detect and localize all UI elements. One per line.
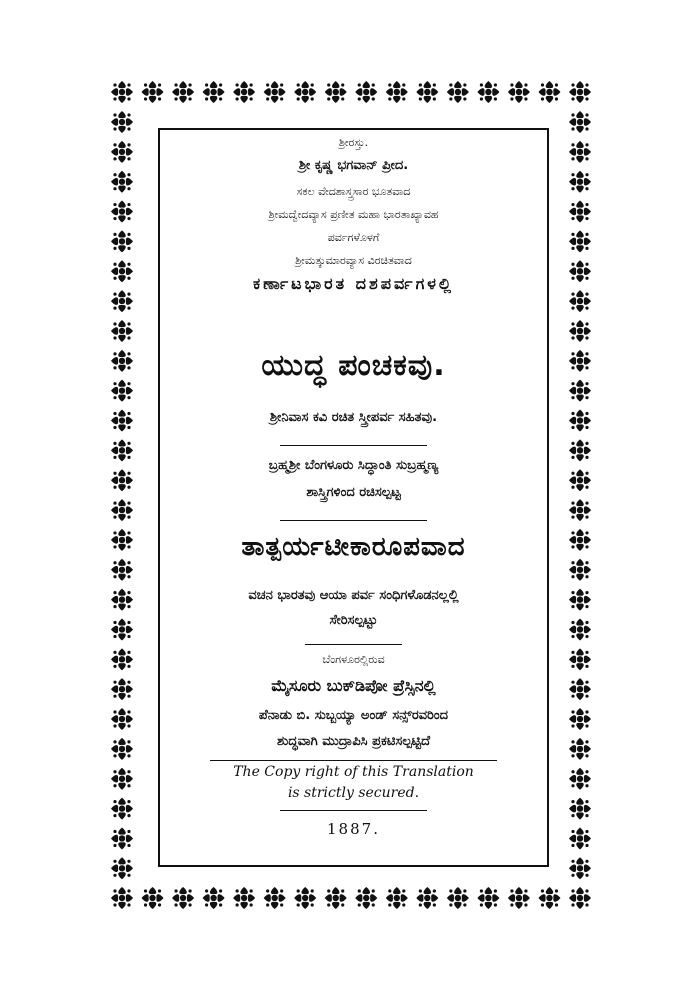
border-ornament-icon [508,81,530,103]
border-ornament-icon [111,171,133,193]
border-ornament-icon [294,887,316,909]
border-ornament-icon [111,857,133,879]
border-ornament-icon [264,887,286,909]
text-line-11: ಶಾಸ್ತ್ರಿಗಳಿಂದ ರಚಿಸಲ್ಪಟ್ಟ [306,485,401,500]
border-ornament-icon [111,410,133,432]
border-ornament-icon [569,708,591,730]
border-ornament-icon [569,529,591,551]
text-line-4: ಶ್ರೀಮದ್ವೇದವ್ಯಾಸ ಪ್ರಣೀತ ಮಹಾ ಭಾರತಾಖ್ಯಾವಹ [268,208,439,221]
text-line-9: ಶ್ರೀನಿವಾಸ ಕವಿ ರಚಿತ ಸ್ತ್ರೀಪರ್ವ ಸಹಿತವು. [269,410,438,425]
border-ornament-icon [569,171,591,193]
border-ornament-icon [569,380,591,402]
border-ornament-icon [172,887,194,909]
text-line-15: ಬೆಂಗಳೂರಲ್ಲಿರುವ [322,653,385,666]
border-ornament-icon [111,469,133,491]
border-ornament-icon [111,439,133,461]
border-ornament-icon [325,887,347,909]
text-line-6: ಶ್ರೀಮತ್ಕುಮಾರವ್ಯಾಸ ವಿರಚಿತವಾದ [295,254,412,267]
border-ornament-icon [386,81,408,103]
border-ornament-icon [416,887,438,909]
border-ornament-icon [233,81,255,103]
border-ornament-icon [569,81,591,103]
border-ornament-icon [203,887,225,909]
text-line-7: ಕರ್ಣಾಟಭಾರತ ದಶಪರ್ವಗಳಲ್ಲಿ [252,274,455,293]
border-ornament-icon [203,81,225,103]
border-ornament-icon [111,260,133,282]
border-ornament-icon [477,887,499,909]
border-ornament-icon [569,230,591,252]
text-line-10: ಬ್ರಹ್ಮಶ್ರೀ ಬೆಂಗಳೂರು ಸಿದ್ಧಾಂತಿ ಸುಬ್ರಹ್ಮಣ್ಯ [268,458,439,473]
border-ornament-icon [447,81,469,103]
border-ornament-icon [569,260,591,282]
border-ornament-icon [111,201,133,223]
border-ornament-icon [111,708,133,730]
border-ornament-icon [416,81,438,103]
border-ornament-icon [569,350,591,372]
border-ornament-icon [569,768,591,790]
border-ornament-icon [111,678,133,700]
border-ornament-icon [111,887,133,909]
border-ornament-icon [111,499,133,521]
border-ornament-icon [569,857,591,879]
border-ornament-icon [569,648,591,670]
border-ornament-icon [111,81,133,103]
text-line-16: ಮೈಸೂರು ಬುಕ್‌ಡಿಪೋ ಪ್ರೆಸ್ಸಿನಲ್ಲಿ [271,676,436,695]
border-ornament-icon [569,887,591,909]
border-ornament-icon [569,410,591,432]
border-ornament-icon [386,887,408,909]
border-ornament-icon [569,589,591,611]
border-ornament-icon [111,648,133,670]
border-ornament-icon [111,380,133,402]
divider [210,760,497,761]
divider [280,520,427,521]
border-ornament-icon [111,559,133,581]
publication-year: 1887. [327,820,380,838]
border-ornament-icon [569,111,591,133]
border-ornament-icon [111,111,133,133]
border-ornament-icon [569,678,591,700]
border-ornament-icon [111,290,133,312]
border-ornament-icon [172,81,194,103]
border-ornament-icon [325,81,347,103]
title-panel [158,128,549,867]
border-ornament-icon [569,141,591,163]
border-ornament-icon [569,499,591,521]
border-ornament-icon [569,559,591,581]
border-ornament-icon [111,320,133,342]
border-ornament-icon [508,887,530,909]
border-ornament-icon [355,81,377,103]
main-title: ಯುದ್ಧ ಪಂಚಕವು. [261,348,446,383]
text-line-17: ಪೆನಾಡು ಬಿ. ಸುಬ್ಬಯ್ಯಾ ಅಂಡ್ ಸನ್ಸ್‌ರವರಿಂದ [258,708,449,723]
border-ornament-icon [111,738,133,760]
border-ornament-icon [538,81,560,103]
copyright-notice: The Copy right of this Translation [233,764,474,780]
invocation: ಶ್ರೀರಸ್ತು. [338,136,369,149]
border-ornament-icon [355,887,377,909]
subtitle: ತಾತ್ಪರ್ಯಟೀಕಾರೂಪವಾದ [241,532,466,562]
copyright-notice-cont: is strictly secured. [287,785,420,801]
border-ornament-icon [569,290,591,312]
border-ornament-icon [569,798,591,820]
border-ornament-icon [111,827,133,849]
border-ornament-icon [111,768,133,790]
border-ornament-icon [569,201,591,223]
text-line-13: ವಚನ ಭಾರತವು ಆಯಾ ಪರ್ವ ಸಂಧಿಗಳೊಡನಲ್ಲಲ್ಲಿ [248,588,459,603]
border-ornament-icon [111,798,133,820]
border-ornament-icon [111,350,133,372]
border-ornament-icon [111,589,133,611]
border-ornament-icon [233,887,255,909]
border-ornament-icon [569,827,591,849]
text-line-5: ಪರ್ವಗಳೊಳಗೆ [327,231,380,244]
dedication: ಶ್ರೀ ಕೃಷ್ಣ ಭಗವಾನ್ ಪ್ರೀದ. [298,158,409,173]
border-ornament-icon [447,887,469,909]
border-ornament-icon [569,469,591,491]
border-ornament-icon [142,887,164,909]
border-ornament-icon [569,618,591,640]
border-ornament-icon [142,81,164,103]
text-line-14: ಸೇರಿಸಲ್ಪಟ್ಟು [329,613,378,628]
border-ornament-icon [111,141,133,163]
border-ornament-icon [294,81,316,103]
text-line-18: ಶುದ್ಧವಾಗಿ ಮುದ್ರಾಪಿಸಿ ಪ್ರಕಟಿಸಲ್ಪಟ್ಟಿದೆ [276,734,430,749]
border-ornament-icon [477,81,499,103]
border-ornament-icon [111,230,133,252]
border-ornament-icon [569,439,591,461]
border-ornament-icon [111,529,133,551]
border-ornament-icon [538,887,560,909]
border-ornament-icon [111,618,133,640]
text-line-3: ಸಕಲ ವೇದಶಾಸ್ತ್ರಸಾರ ಭೂತವಾದ [296,185,411,198]
border-ornament-icon [569,320,591,342]
divider [280,810,427,811]
divider [305,644,402,645]
border-ornament-icon [264,81,286,103]
border-ornament-icon [569,738,591,760]
divider [280,445,427,446]
